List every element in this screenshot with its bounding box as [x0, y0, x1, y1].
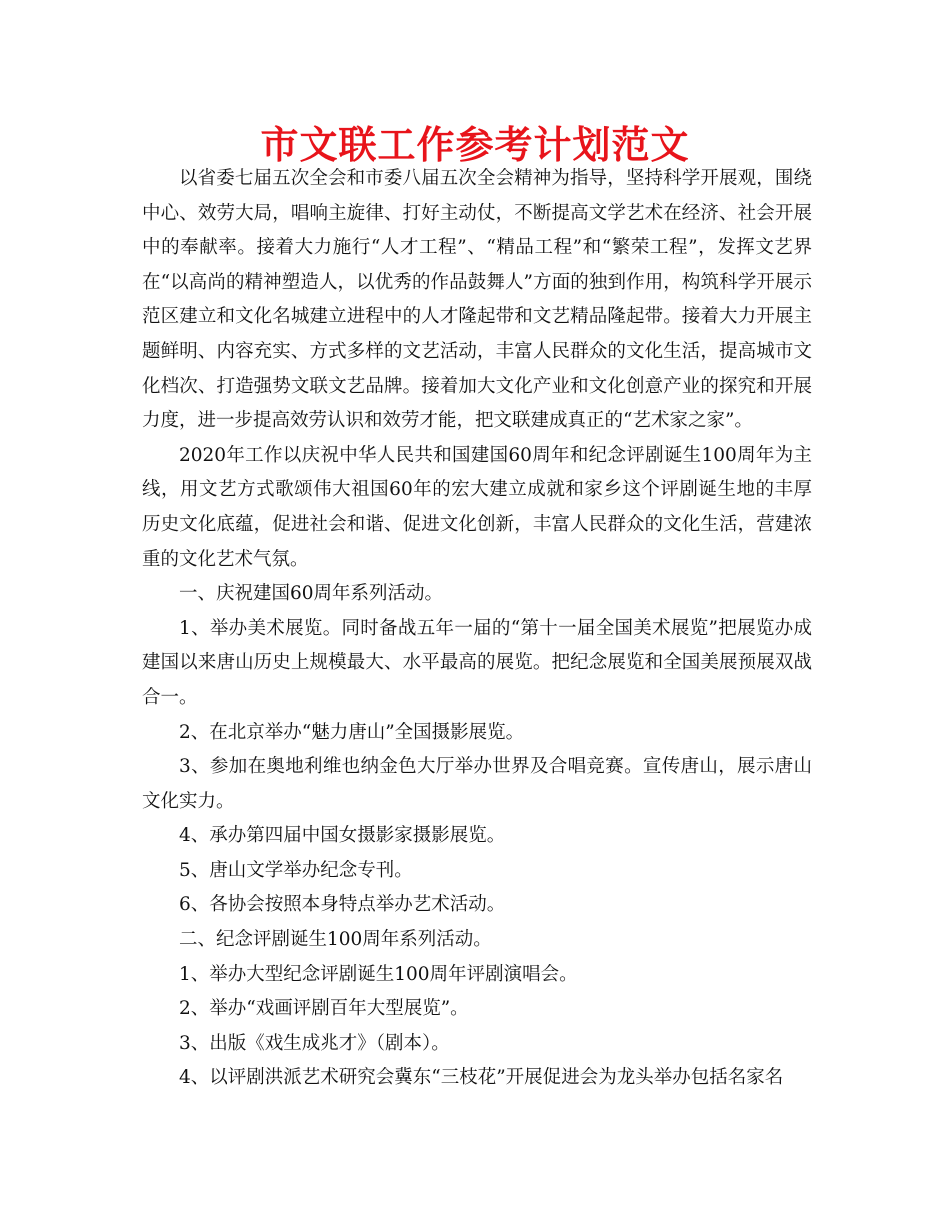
document-title: 市文联工作参考计划范文 [260, 123, 690, 167]
list-item: 1、举办大型纪念评剧诞生100周年评剧演唱会。 [179, 963, 578, 985]
section-heading-pingju-centenary: 二、纪念评剧诞生100周年系列活动。 [179, 929, 492, 951]
list-item: 3、出版《戏生成兆才》（剧本）。 [179, 1032, 450, 1054]
list-item: 4、以评剧洪派艺术研究会冀东“三枝花”开展促进会为龙头举办包括名家名 [179, 1067, 784, 1089]
list-item: 4、承办第四届中国女摄影家摄影展览。 [179, 825, 506, 847]
paragraph-2020-mainline: 2020年工作以庆祝中华人民共和国建国60周年和纪念评剧诞生100周年为主线，用文艺方式歌颂伟大祖国60年的宏大建立成就和家乡这个评剧诞生地的丰厚历史文化底蕴，促进社会和谐、促进文化创新，丰富人民群众的文化生活，营建浓重的文化艺术气氛。 [142, 444, 812, 570]
list-item: 1、举办美术展览。同时备战五年一届的“第十一届全国美术展览”把展览办成建国以来唐山历史上规模最大、水平最高的展览。把纪念展览和全国美展预展双战合一。 [142, 617, 812, 708]
list-item: 2、在北京举办“魅力唐山”全国摄影展览。 [179, 721, 525, 743]
section-heading-60th-anniversary: 一、庆祝建国60周年系列活动。 [179, 583, 444, 605]
list-item: 5、唐山文学举办纪念专刊。 [179, 859, 413, 881]
list-item: 6、各协会按照本身特点举办艺术活动。 [179, 894, 506, 916]
document-body [142, 162, 812, 1096]
paragraph-intro: 以省委七届五次全会和市委八届五次全会精神为指导，坚持科学开展观，围绕中心、效劳大局，唱响主旋律、打好主动仗，不断提高文学艺术在经济、社会开展中的奉献率。接着大力施行“人才工程”、“精品工程”和“繁荣工程”，发挥文艺界在“以高尚的精神塑造人，以优秀的作品鼓舞人”方面的独到作用，构筑科学开展示范区建立和文化名城建立进程中的人才隆起带和文艺精品隆起带。接着大力开展主题鲜明、内容充实、方式多样的文艺活动，丰富人民群众的文化生活，提高城市文化档次、打造强势文联文艺品牌。接着加大文化产业和文化创意产业的探究和开展力度，进一步提高效劳认识和效劳才能，把文联建成真正的“艺术家之家”。 [142, 168, 812, 432]
list-item: 3、参加在奥地利维也纳金色大厅举办世界及合唱竞赛。宣传唐山，展示唐山文化实力。 [142, 756, 812, 812]
list-item: 2、举办“戏画评剧百年大型展览”。 [179, 998, 469, 1020]
